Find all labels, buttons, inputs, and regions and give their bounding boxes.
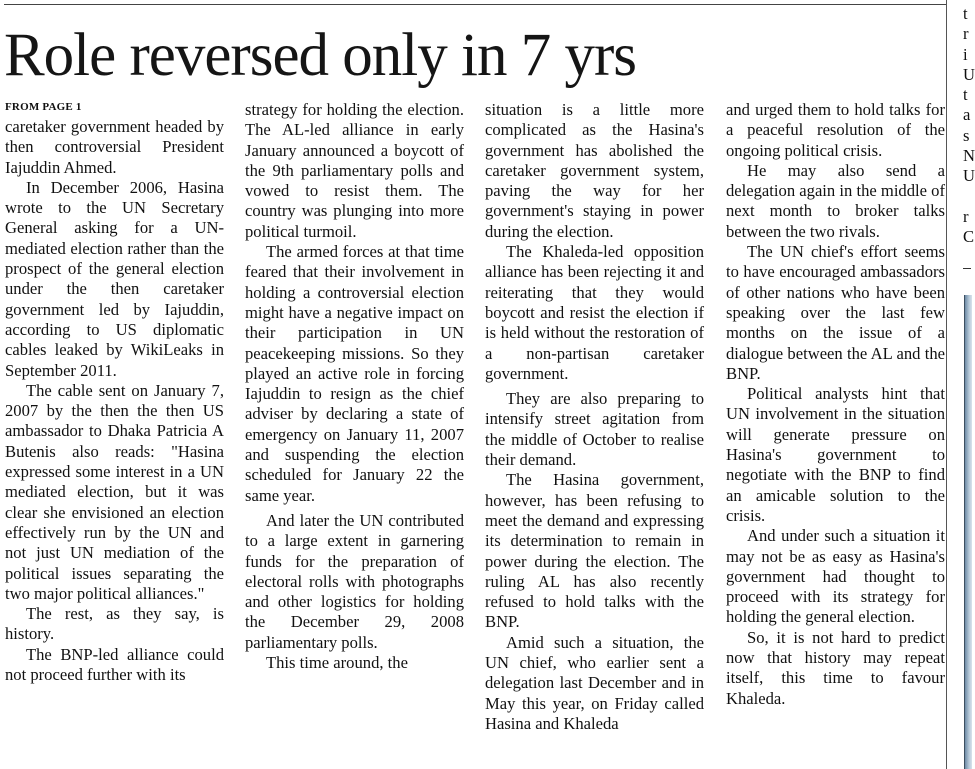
article-column-3 (485, 100, 704, 769)
paragraph: The Khaleda-led opposition alliance has been rejecting it and reiterating that they would boycott and resist the election if is held without the restoration of a non-partisan caretaker government. (485, 242, 704, 383)
paragraph: caretaker government headed by then controversial President Iajuddin Ahmed. (5, 117, 224, 177)
paragraph: and urged them to hold talks for a peaceful resolution of the ongoing political crisis. (726, 100, 945, 160)
paragraph: Amid such a situation, the UN chief, who earlier sent a delegation last December and in May this year, on Friday called Hasina and Khaleda (485, 632, 704, 733)
paragraph: And under such a situation it may not be as easy as Hasina's government had thought to proceed with its strategy for holding the general election. (726, 526, 945, 627)
paragraph: In December 2006, Hasina wrote to the UN Secretary General asking for a UN-mediated election rather than the prospect of the general election under the then caretaker government led by Iajuddin, according to US diplomatic cables leaked by WikiLeaks in September 2011. (5, 177, 224, 380)
paragraph: They are also preparing to intensify street agitation from the middle of October to realise their demand. (485, 389, 704, 470)
paragraph: The UN chief's effort seems to have encouraged ambassadors of other nations who have been speaking over the last few months on the issue of a dialogue between the AL and the BNP. (726, 242, 945, 383)
adjacent-photo-edge (964, 295, 972, 769)
paragraph: The Hasina government, however, has been refusing to meet the demand and expressing its determination to remain in power during the election. The ruling AL has also recently refused to hold talks with the BNP. (485, 470, 704, 632)
article-column-4 (726, 100, 945, 769)
article-column-1 (5, 117, 224, 769)
paragraph: strategy for holding the election. The AL-led alliance in early January announced a boycott of the 9th parliamentary polls and vowed to resist them. The country was plunging into more political turmoil. (245, 100, 464, 241)
paragraph: The armed forces at that time feared that their involvement in holding a controversial election might have a negative impact on their participation in UN peacekeeping missions. So they played an active role in forcing Iajuddin to resign as the chief adviser by declaring a state of emergency on January 11, 2007 and suspending the election scheduled for January 22 the same year. (245, 242, 464, 505)
paragraph: So, it is not hard to predict now that history may repeat itself, this time to favour Khaleda. (726, 627, 945, 708)
headline: Role reversed only in 7 yrs (4, 22, 636, 89)
paragraph: The BNP-led alliance could not proceed further with its (5, 644, 224, 685)
paragraph: This time around, the (266, 653, 408, 673)
paragraph: He may also send a delegation again in the middle of next month to broker talks between the two rivals. (726, 160, 945, 241)
kicker-from-page-1: FROM PAGE 1 (5, 101, 82, 113)
paragraph: The rest, as they say, is history. (5, 604, 224, 644)
paragraph: The cable sent on January 7, 2007 by the then the then US ambassador to Dhaka Patricia A Butenis also reads: "Hasina expressed some interest in a UN mediated election, but it was clear she envisioned an election effectively run by the UN and not just UN mediation of the political issues separating the two major political alliances." (5, 380, 224, 603)
column-divider (946, 0, 947, 769)
adjacent-divider (963, 268, 971, 269)
top-rule (4, 4, 947, 5)
adjacent-article-fragment: t r i U t a s N U r C (963, 4, 975, 247)
article-column-2 (245, 100, 464, 769)
paragraph: And later the UN contributed to a large extent in garnering funds for the preparation of electoral rolls with photographs and other logistics for holding the December 29, 2008 parliamentary polls. (245, 510, 464, 652)
paragraph: situation is a little more complicated as the Hasina's government has abolished the caretaker government system, paving the way for her government's staying in power during the election. (485, 100, 704, 241)
paragraph: Political analysts hint that UN involvement in the situation will generate pressure on Hasina's government to negotiate with the BNP to find an amicable solution to the crisis. (726, 384, 945, 525)
